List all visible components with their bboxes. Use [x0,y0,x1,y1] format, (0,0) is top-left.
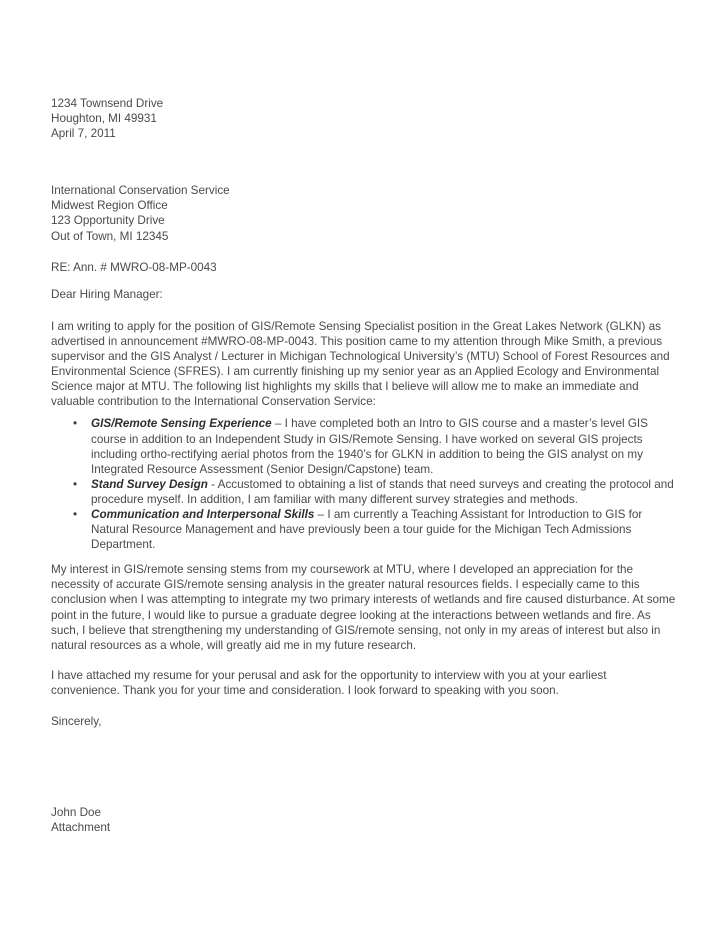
recipient-office: Midwest Region Office [51,199,168,213]
spacer-before-signoff [51,698,676,714]
spacer-after-reference [51,275,676,287]
recipient-address-block [51,183,676,243]
complimentary-close: Sincerely, [51,715,102,728]
signature-space [51,729,676,805]
skills-list [51,416,676,552]
bullet-icon: • [73,507,78,521]
skill-lead-label: Communication and Interpersonal Skills [91,507,315,521]
sender-street: 1234 Townsend Drive [51,97,164,110]
salutation: Dear Hiring Manager: [51,287,163,301]
enclosure-note: Attachment [51,821,111,835]
spacer-before-closing-paragraph [51,653,676,668]
paragraph-closing: I have attached my resume for your perusal and ask for the opportunity to interview with you at your earliest convenience. Thank you for your time and consideration. I look forward to speaking with you soon. [51,668,607,697]
reference-line: RE: Ann. # MWRO-08-MP-0043 [51,260,217,274]
skill-body-text: - Accustomed to obtaining a list of stands that need surveys and creating the protocol and procedure myself. In addition, I am familiar with many different survey strategies and methods. [91,477,674,506]
recipient-street: 123 Opportunity Drive [51,214,165,228]
signature-block [51,805,676,835]
letter-body [51,96,676,835]
sender-city-state-zip: Houghton, MI 49931 [51,112,157,126]
spacer-after-list [51,552,676,562]
skill-body-text: – I am currently a Teaching Assistant for Introduction to GIS for Natural Resource Management and have previously been a tour guide for the Michigan Tech Admissions Department. [91,507,643,552]
skill-body-text: – I have completed both an Intro to GIS course and a master’s level GIS course in addition to an Independent Study in GIS/Remote Sensing. I have worked on several GIS projects including ortho-rectifying aerial photos from the 1940’s for GLKN in addition to being the GIS analyst on my Integrated Resource Assessment (Senior Design/Capstone) team. [91,417,648,476]
list-item [51,507,676,552]
letter-date: April 7, 2011 [51,127,116,141]
list-item [51,416,676,476]
paragraph-introduction: I am writing to apply for the position of GIS/Remote Sensing Specialist position in the Great Lakes Network (GLKN) as advertised in announcement #MWRO-08-MP-0043. This position came to my attention through Mike Smith, a previous supervisor and the GIS Analyst / Lecturer in Michigan Technological University’s (MTU) School of Forest Resources and Environmental Science (SFRES). I am currently finishing up my senior year as an Applied Ecology and Environmental Science major at MTU. The following list highlights my skills that I believe will allow me to make an immediate and valuable contribution to the International Conservation Service: [51,319,670,409]
sender-address-block [51,96,676,141]
recipient-organization: International Conservation Service [51,184,230,198]
signer-name: John Doe [51,806,102,820]
spacer-after-recipient [51,244,676,260]
skill-lead-label: GIS/Remote Sensing Experience [91,417,272,431]
bullet-icon: • [73,417,78,431]
spacer-before-list [51,409,676,416]
list-item [51,477,676,507]
spacer-after-salutation [51,302,676,319]
spacer-after-sender [51,141,676,183]
bullet-icon: • [73,477,78,491]
recipient-city-state-zip: Out of Town, MI 12345 [51,229,169,243]
paragraph-interest: My interest in GIS/remote sensing stems from my coursework at MTU, where I developed an appreciation for the necessity of accurate GIS/remote sensing analysis in the greater natural resources fields. I especially came to this conclusion when I was attempting to integrate my two primary interests of wetlands and fire caused disturbance. At some point in the future, I would like to pursue a graduate degree looking at the interactions between wetlands and fire. As such, I believe that strengthening my understanding of GIS/remote sensing, not only in my areas of interest but also in natural resources as a whole, will greatly aid me in my future research. [51,563,676,652]
skill-lead-label: Stand Survey Design [91,477,208,491]
